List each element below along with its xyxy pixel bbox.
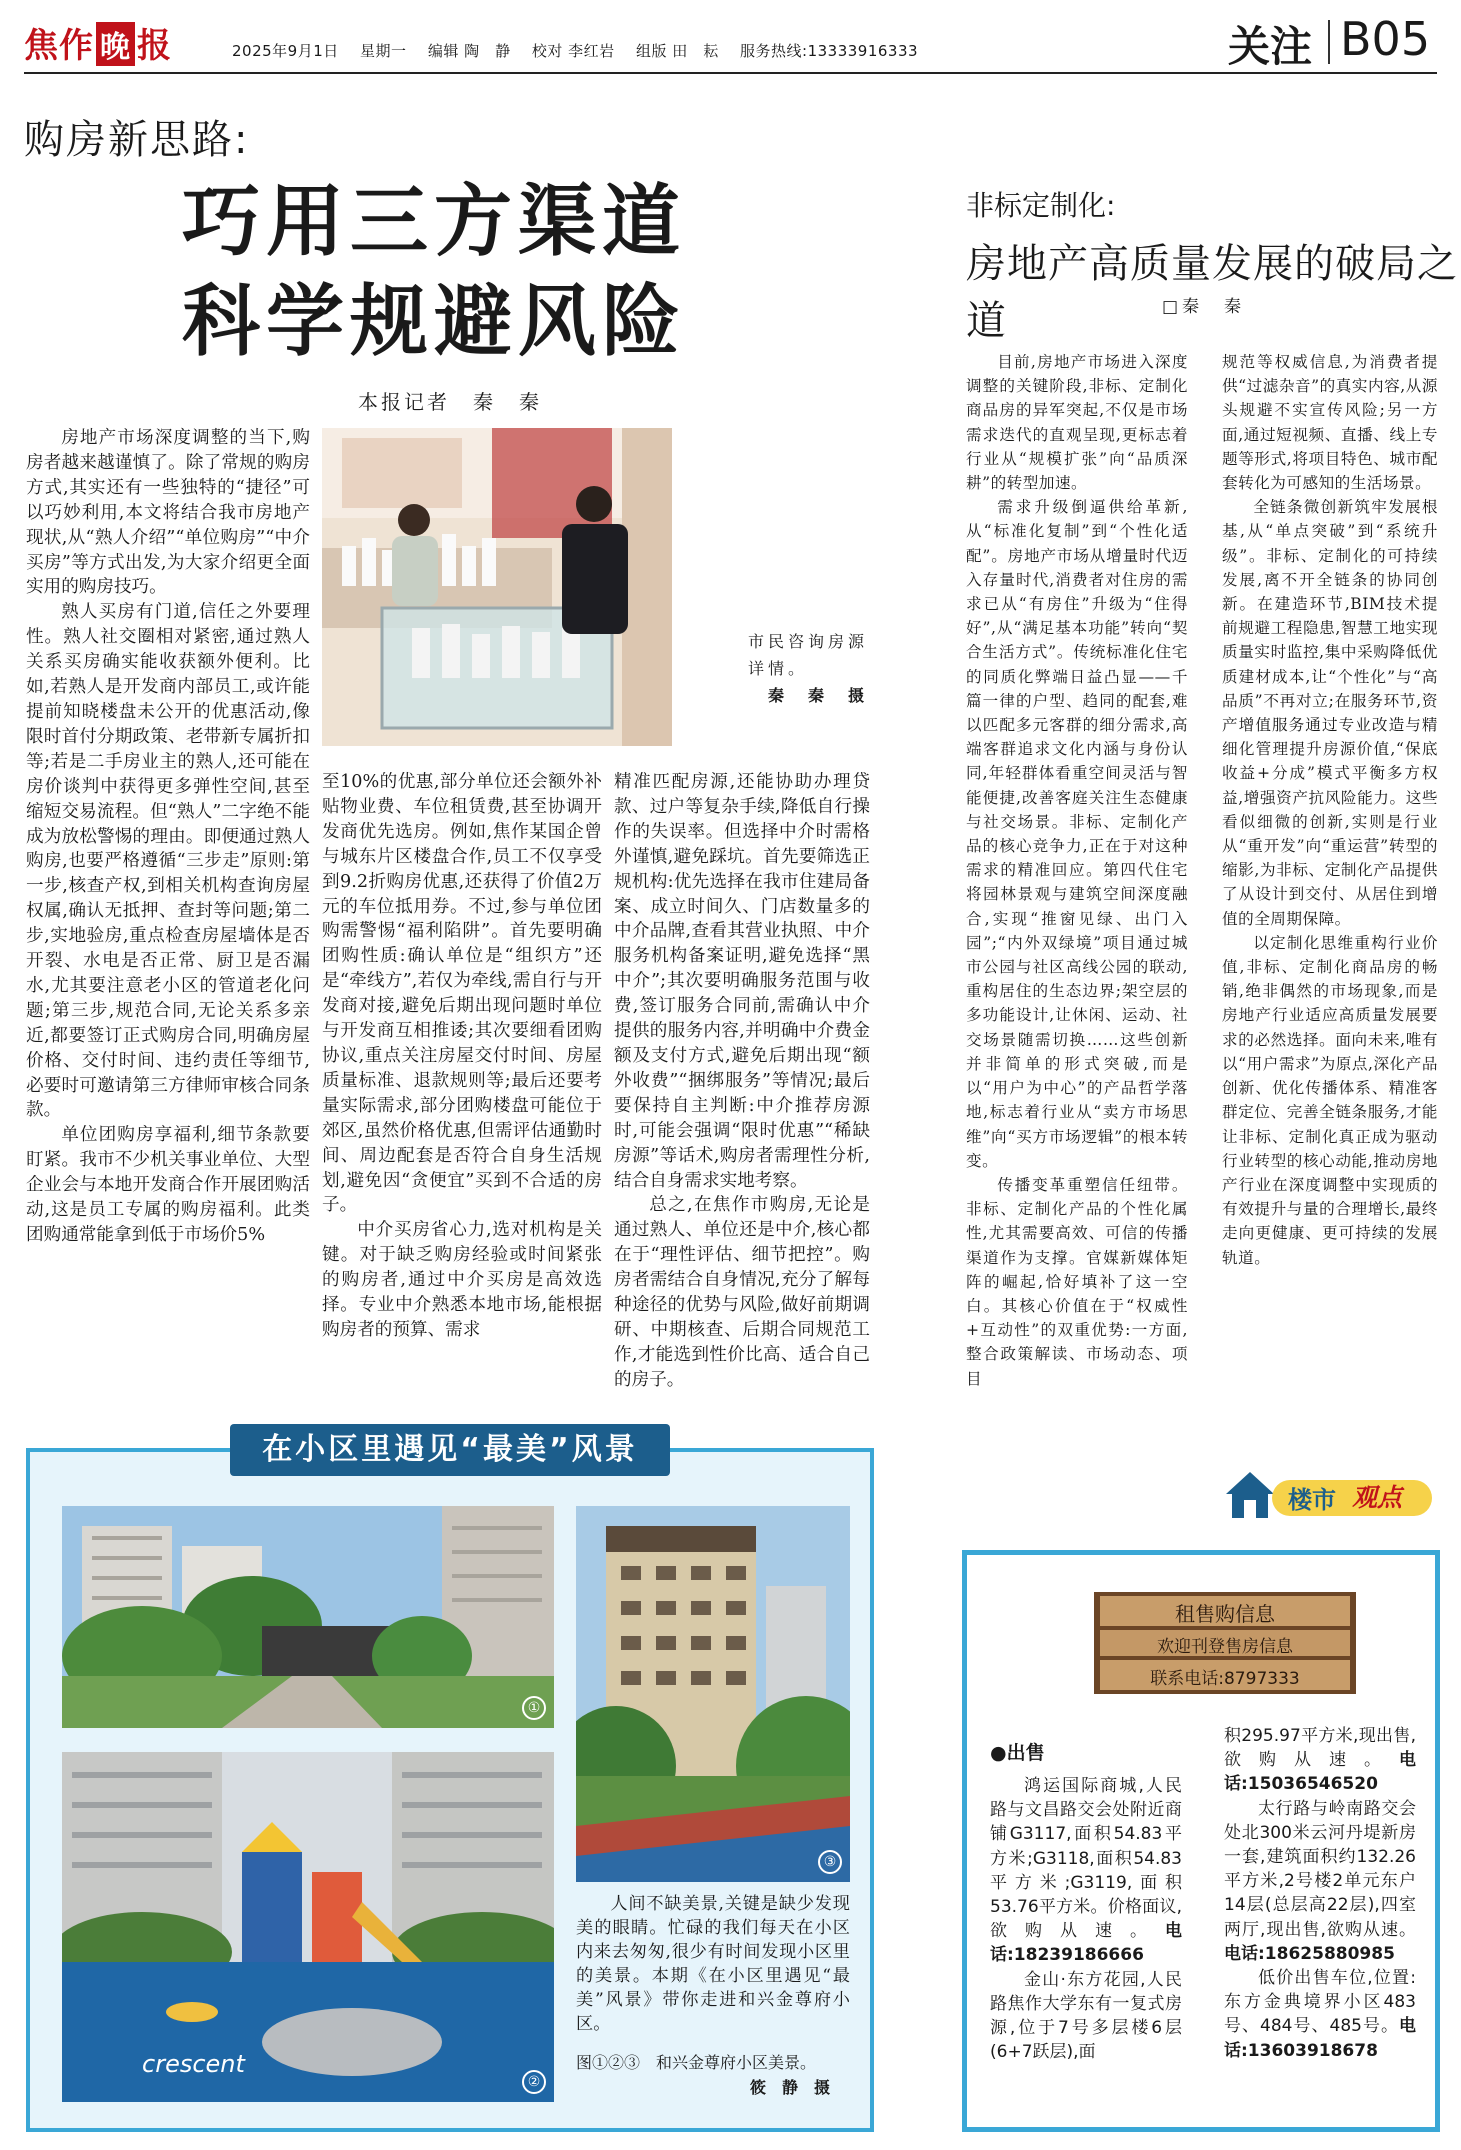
headline-line-1: 巧用三方渠道 (182, 177, 687, 267)
masthead-part-a: 焦作 (24, 26, 94, 66)
listing-text: 太行路与岭南路交会处北300米云河丹堤新房一套,建筑面积约132.26平方米,2号楼2单元东户14层(总层高22层),四室两厅,现出售,欲购从速。 (1224, 1798, 1416, 1940)
listing-phone: 电话:15036546520 (1224, 1750, 1416, 1795)
sale-heading: ●出售 (990, 1742, 1045, 1764)
service-hotline: 服务热线:13333916333 (740, 42, 919, 60)
listing-text: 积295.97平方米,现出售,欲购从速。 (1224, 1726, 1416, 1771)
paragraph: 中介买房省心力,选对机构是关键。对于缺乏购房经验或时间紧张的购房者,通过中介买房是高效选择。专业中介熟悉本地市场,能根据购房者的预算、需求 (322, 1220, 602, 1340)
photo-credit: 秦 秦 摄 (767, 686, 868, 705)
sign-subtitle: 欢迎刊登售房信息 (1157, 1637, 1293, 1657)
masthead (24, 18, 172, 67)
issue-weekday: 星期一 (360, 42, 407, 60)
playground-photo (62, 1752, 554, 2102)
photo-caption (748, 628, 868, 709)
listing (1224, 1724, 1416, 1797)
classified-column-2 (1224, 1724, 1416, 2063)
layout-credit: 组版 田 耘 (635, 42, 719, 60)
photo-number-2: ② (522, 2070, 546, 2094)
garden-path-photo (62, 1506, 554, 1728)
header-meta (232, 40, 934, 61)
article-byline: 本报记者 秦 秦 (358, 390, 542, 414)
masthead-part-b: 晚 (96, 22, 135, 66)
headline-line-2: 科学规避风险 (182, 277, 687, 367)
section-name: 关注 (1228, 22, 1313, 71)
issue-date: 2025年9月1日 (232, 42, 339, 60)
paragraph: 总之,在焦作市购房,无论是通过熟人、单位还是中介,核心都在于“理性评估、细节把控”。购房者需结合自身情况,充分了解每种途径的优势与风险,做好前期调研、中期核查、后期合同规范工作,才能选到性价比高、适合自己的房子。 (614, 1195, 870, 1390)
listing-phone: 电话:13603918678 (1224, 2016, 1416, 2061)
listing-phone: 电话:18625880985 (1224, 1943, 1395, 1964)
opinion-column-2 (1222, 350, 1438, 1270)
listing-text: 低价出售车位,位置:东方金典境界小区483号、484号、485号。 (1224, 1968, 1416, 2037)
running-track-photo (576, 1506, 850, 1882)
paragraph: 至10%的优惠,部分单位还会额外补贴物业费、车位租赁费,甚至协调开发商优先选房。例如,焦作某国企曾与城东片区楼盘合作,员工不仅享受到9.2折购房优惠,还获得了价值2万元的车位抵用券。不过,参与单位团购需警惕“福利陷阱”。首先要明确团购性质:确认单位是“组织方”还是“牵线方”,若仅为牵线,需自行与开发商对接,避免后期出现问题时单位与开发商互相推诿;其次要细看团购协议,重点关注房屋交付时间、房屋质量标准、退款规则等;最后还要考量实际需求,部分团购楼盘可能位于郊区,虽然价格优惠,但需评估通勤时间、周边配套是否符合自身生活规划,避免因“贪便宜”买到不合适的房子。 (322, 772, 602, 1216)
feature-caption-text: 图①②③ 和兴金尊府小区美景。 (576, 2053, 817, 2072)
photo-caption-text: 市民咨询房源详情。 (748, 632, 869, 678)
opinion-byline: □秦 秦 (1162, 297, 1246, 317)
classified-column-1 (990, 1774, 1182, 2064)
listing (1224, 1797, 1416, 1966)
ground-text: crescent (142, 2050, 245, 2078)
house-consultation-photo (322, 428, 672, 746)
paragraph: 以定制化思维重构行业价值,非标、定制化商品房的畅销,绝非偶然的市场现象,而是房地产行业适应高质量发展要求的必然选择。面向未来,唯有以“用户需求”为原点,深化产品创新、优化传播体系、精准客群定位、完善全链条服务,才能让非标、定制化真正成为驱动行业转型的核心动能,推动房地产行业在深度调整中实现质的有效提升与量的合理增长,最终走向更健康、更可持续的发展轨道。 (1222, 933, 1438, 1267)
logo-text-main: 楼市 (1288, 1486, 1336, 1514)
listing (990, 1968, 1182, 2065)
paragraph: 目前,房地产市场进入深度调整的关键阶段,非标、定制化商品房的异军突起,不仅是市场需求迭代的直观呈现,更标志着行业从“规模扩张”向“品质深耕”的转型加速。 (966, 353, 1188, 493)
article-column-3 (614, 770, 870, 1393)
feature-photo-3 (576, 1506, 850, 1882)
photo-number-1: ① (522, 1696, 546, 1720)
feature-photo-2 (62, 1752, 554, 2102)
listing (1224, 1966, 1416, 2063)
feature-caption (576, 2050, 850, 2100)
photo-illustration (322, 428, 672, 746)
listing (990, 1774, 1182, 1968)
proofreader-credit: 校对 李红岩 (531, 42, 615, 60)
feature-text (576, 1892, 850, 2036)
feature-banner: 在小区里遇见“最美”风景 (230, 1424, 670, 1476)
article-headline (182, 172, 686, 372)
opinion-headline: 房地产高质量发展的破局之道 (966, 241, 1458, 344)
paragraph: 传播变革重塑信任纽带。非标、定制化产品的个性化属性,尤其需要高效、可信的传播渠道作为支撑。官媒新媒体矩阵的崛起,恰好填补了这一空白。其核心价值在于“权威性+互动性”的双重优势:一方面,整合政策解读、市场动态、项目 (966, 1175, 1188, 1388)
header-rule (24, 72, 1437, 74)
listing-phone: 电话:18239186666 (990, 1921, 1182, 1966)
article-kicker: 购房新思路: (24, 117, 250, 163)
paragraph: 单位团购房享福利,细节条款要盯紧。我市不少机关事业单位、大型企业会与本地开发商合作开展团购活动,这是员工专属的购房福利。此类团购通常能拿到低于市场价5% (26, 1125, 310, 1245)
sign-title: 租售购信息 (1175, 1602, 1275, 1626)
paragraph: 人间不缺美景,关键是缺少发现美的眼睛。忙碌的我们每天在小区内来去匆匆,很少有时间发现小区里的美景。本期《在小区里遇见“最美”风景》带你走进和兴金尊府小区。 (576, 1894, 850, 2034)
loushi-logo (1222, 1464, 1434, 1520)
photo-number-3: ③ (818, 1850, 842, 1874)
article-column-1 (26, 426, 310, 1248)
feature-credit: 筱 静 摄 (749, 2078, 830, 2097)
paragraph: 精准匹配房源,还能协助办理贷款、过户等复杂手续,降低自行操作的失误率。但选择中介时需格外谨慎,避免踩坑。首先要筛选正规机构:优先选择在我市住建局备案、成立时间久、门店数量多的中介品牌,查看其营业执照、中介服务机构备案证明,避免选择“黑中介”;其次要明确服务范围与收费,签订服务合同前,需确认中介提供的服务内容,并明确中介费金额及支付方式,避免后期出现“额外收费”“捆绑服务”等情况;最后要保持自主判断:中介推荐房源时,可能会强调“限时优惠”“稀缺房源”等话术,购房者需理性分析,结合自身需求实地考察。 (614, 772, 870, 1191)
paragraph: 房地产市场深度调整的当下,购房者越来越谨慎了。除了常规的购房方式,其实还有一些独特的“捷径”可以巧妙利用,本文将结合我市房地产现状,从“熟人介绍”“单位购房”“中介买房”等方式出发,为大家介绍更全面实用的购房技巧。 (26, 428, 310, 598)
paragraph: 熟人买房有门道,信任之外要理性。熟人社交圈相对紧密,通过熟人关系买房确实能收获额外便利。比如,若熟人是开发商内部员工,或许能提前知晓楼盘未公开的优惠活动,像限时首付分期政策、老带新专属折扣等;若是二手房业主的熟人,还可能在房价谈判中获得更多弹性空间,甚至缩短交易流程。但“熟人”二字绝不能成为放松警惕的理由。即便通过熟人购房,也要严格遵循“三步走”原则:第一步,核查产权,到相关机构查询房屋权属,确认无抵押、查封等问题;第二步,实地验房,重点检查房屋墙体是否开裂、水电是否正常、厨卫是否漏水,尤其要注意老小区的管道老化问题;第三步,规范合同,无论关系多亲近,都要签订正式购房合同,明确房屋价格、交付时间、违约责任等细节,必要时可邀请第三方律师审核合同条款。 (26, 602, 310, 1121)
listing-text: 鸿运国际商城,人民路与文昌路交会处附近商铺G3117,面积54.83平方米;G3118,面积54.83平方米;G3119,面积53.76平方米。价格面议,欲购从速。 (990, 1776, 1182, 1942)
masthead-part-c: 报 (137, 26, 172, 66)
editor-credit: 编辑 陶 静 (427, 42, 511, 60)
sign-contact: 联系电话:8797333 (1150, 1669, 1300, 1689)
opinion-column-1 (966, 350, 1188, 1391)
section-divider (1328, 20, 1330, 64)
paragraph: 规范等权威信息,为消费者提供“过滤杂音”的真实内容,从源头规避不实宣传风险;另一方面,通过短视频、直播、线上专题等形式,将项目特色、城市配套转化为可感知的生活场景。 (1222, 353, 1438, 493)
paragraph: 需求升级倒逼供给革新,从“标准化复制”到“个性化适配”。房地产市场从增量时代迈入存量时代,消费者对住房的需求已从“有房住”升级为“住得好”,从“满足基本功能”转向“契合生活方式”。传统标准化住宅的同质化弊端日益凸显——千篇一律的户型、趋同的配套,难以匹配多元客群的细分需求,高端客群追求文化内涵与身份认同,年轻群体看重空间灵活与智能便捷,改善客庭关注生态健康与社交场景。非标、定制化产品的核心竞争力,正在于对这种需求的精准回应。第四代住宅将园林景观与建筑空间深度融合,实现“推窗见绿、出门入园”;“内外双绿境”项目通过城市公园与社区高线公园的联动,重构居住的生态边界;架空层的多功能设计,让休闲、运动、社交场景随需切换……这些创新并非简单的形式突破,而是以“用户为中心”的产品哲学落地,标志着行业从“卖方市场思维”向“买方市场逻辑”的根本转变。 (966, 498, 1188, 1170)
classified-sign (1090, 1588, 1360, 1698)
article-column-2 (322, 770, 602, 1343)
opinion-kicker: 非标定制化: (966, 189, 1116, 222)
listing-text: 金山·东方花园,人民路焦作大学东有一复式房源,位于7号多层楼6层(6+7跃层),面 (990, 1969, 1182, 2063)
page-number: B05 (1340, 12, 1431, 66)
feature-photo-1 (62, 1506, 554, 1728)
logo-text-accent: 观点 (1352, 1483, 1403, 1512)
paragraph: 全链条微创新筑牢发展根基,从“单点突破”到“系统升级”。非标、定制化的可持续发展,离不开全链条的协同创新。在建造环节,BIM技术提前规避工程隐患,智慧工地实现质量实时监控,集中采购降低优质建材成本,让“个性化”与“高品质”不再对立;在服务环节,资产增值服务通过专业改造与精细化管理提升房源价值,“保底收益+分成”模式平衡多方权益,增强资产抗风险能力。这些看似细微的创新,实则是行业从“重开发”向“重运营”转型的缩影,为非标、定制化产品提供了从设计到交付、从居住到增值的全周期保障。 (1222, 498, 1438, 928)
